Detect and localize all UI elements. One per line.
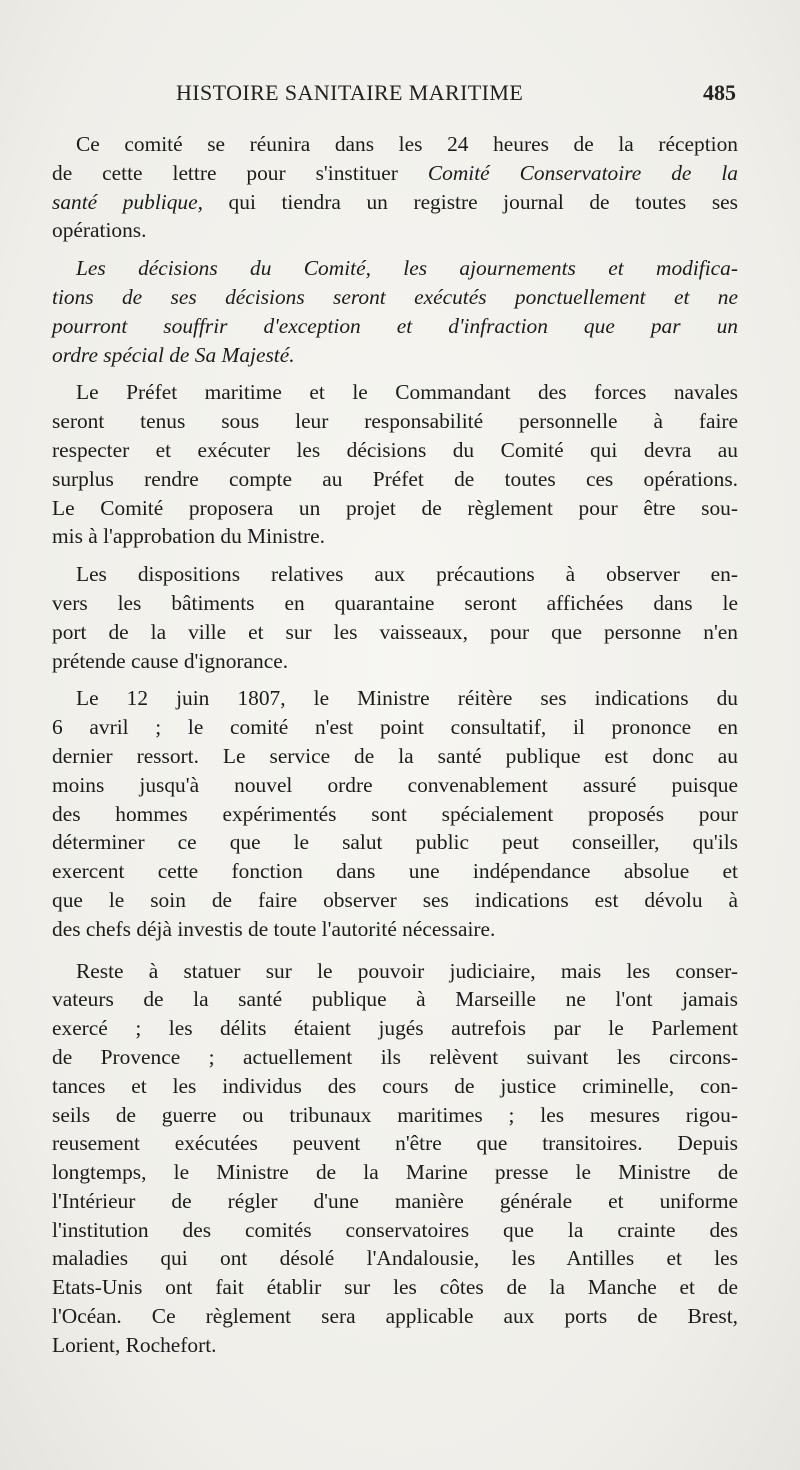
text-line: Les dispositions relatives aux précautions à observer en- [76, 562, 738, 587]
text-line: moins jusqu'à nouvel ordre convenablement assuré puisque [52, 772, 738, 797]
paragraph-5 [52, 684, 738, 943]
italic-fragment: Comité Conservatoire de la [427, 160, 738, 185]
text-line: des hommes expérimentés sont spécialement proposés pour [52, 801, 738, 826]
text-line: seront tenus sous leur responsabilité personnelle à faire [52, 409, 738, 434]
text-line: vateurs de la santé publique à Marseille ne l'ont jamais [52, 987, 738, 1012]
text-line: Reste à statuer sur le pouvoir judiciaire, mais les conser- [76, 958, 738, 983]
text-line: l'institution des comités conservatoires que la crainte des [52, 1217, 738, 1242]
text-line: l'Intérieur de régler d'une manière générale et uniforme [52, 1188, 738, 1213]
text-line [52, 159, 738, 188]
text-line: Le Préfet maritime et le Commandant des forces navales [76, 380, 738, 405]
paragraph-2 [52, 254, 738, 369]
body-text [52, 130, 738, 1369]
text-line: Le Comité proposera un projet de règlement pour être sou- [52, 495, 738, 520]
text-line: tions de ses décisions seront exécutés ponctuellement et ne [52, 284, 738, 309]
paragraph-6 [52, 957, 738, 1360]
paragraph-1 [52, 130, 738, 245]
paragraph-4 [52, 560, 738, 675]
text-line: reusement exécutées peuvent n'être que transitoires. Depuis [52, 1131, 738, 1156]
text-line: dernier ressort. Le service de la santé publique est donc au [52, 743, 738, 768]
text-line: déterminer ce que le salut public peut conseiller, qu'ils [52, 830, 738, 855]
text-line: seils de guerre ou tribunaux maritimes ; les mesures rigou- [52, 1102, 738, 1127]
text-line: maladies qui ont désolé l'Andalousie, les Antilles et les [52, 1246, 738, 1271]
text-line: mis à l'approbation du Ministre. [52, 524, 325, 549]
paragraph-3 [52, 378, 738, 551]
text-line: 6 avril ; le comité n'est point consultatif, il prononce en [52, 715, 738, 740]
text-line: surplus rendre compte au Préfet de toutes ces opérations. [52, 466, 738, 491]
text-line: l'Océan. Ce règlement sera applicable aux ports de Brest, [52, 1304, 738, 1329]
text-line: Lorient, Rochefort. [52, 1332, 217, 1357]
text-line: opérations. [52, 218, 147, 243]
text-line: respecter et exécuter les décisions du Comité qui devra au [52, 437, 738, 462]
text-line: Ce comité se réunira dans les 24 heures de la réception [76, 132, 738, 156]
text-line: des chefs déjà investis de toute l'autorité nécessaire. [52, 916, 496, 941]
text-line: ordre spécial de Sa Majesté. [52, 342, 295, 367]
text-fragment: de cette lettre pour s'instituer [52, 160, 398, 185]
text-line: port de la ville et sur les vaisseaux, pour que personne n'en [52, 619, 738, 644]
text-line: pourront souffrir d'exception et d'infraction que par un [52, 313, 738, 338]
text-line: exercent cette fonction dans une indépendance absolue et [52, 859, 738, 884]
italic-fragment: santé publique, [52, 189, 203, 214]
text-line: tances et les individus des cours de justice criminelle, con- [52, 1073, 738, 1098]
text-fragment: qui tiendra un registre journal de toutes ses [202, 189, 738, 214]
page-header [176, 80, 736, 112]
text-line: Etats-Unis ont fait établir sur les côtes de la Manche et de [52, 1275, 738, 1300]
text-line: de Provence ; actuellement ils relèvent suivant les circons- [52, 1044, 738, 1069]
running-title: HISTOIRE SANITAIRE MARITIME [176, 80, 524, 105]
text-line: exercé ; les délits étaient jugés autrefois par le Parlement [52, 1016, 738, 1041]
text-line: vers les bâtiments en quarantaine seront affichées dans le [52, 590, 738, 615]
text-line: Le 12 juin 1807, le Ministre réitère ses indications du [76, 686, 738, 711]
page-number: 485 [703, 80, 736, 105]
text-line: que le soin de faire observer ses indications est dévolu à [52, 887, 738, 912]
text-line: Les décisions du Comité, les ajournements et modifica- [76, 256, 738, 281]
text-line: longtemps, le Ministre de la Marine presse le Ministre de [52, 1160, 738, 1185]
text-line: prétende cause d'ignorance. [52, 648, 289, 673]
text-line [52, 188, 738, 217]
